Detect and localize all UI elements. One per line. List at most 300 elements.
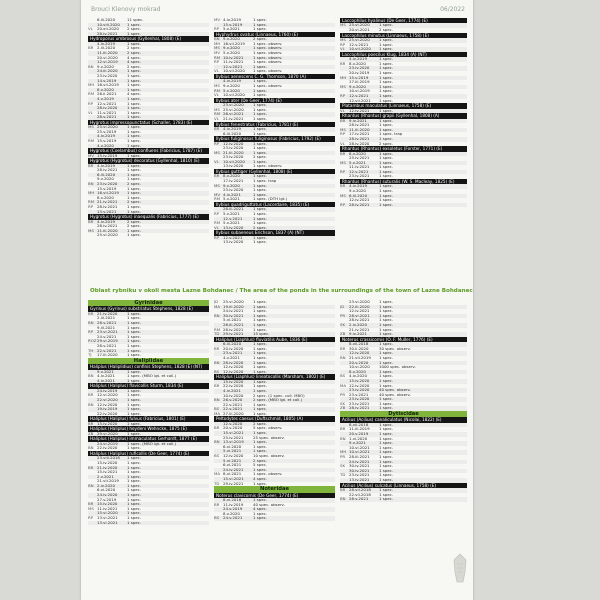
locality-code: RP	[214, 234, 220, 240]
record-date: 11.iv.2021	[223, 59, 244, 65]
specimen-count: 1 spec.	[253, 402, 267, 407]
record-date: 12.v.2021	[223, 215, 243, 221]
specimen-count: 1 spec.	[127, 195, 141, 200]
record-date: 4.iv.2019	[349, 183, 367, 189]
specimen-count: 1 spec.	[379, 432, 393, 437]
record-date: 5.v.2021	[223, 196, 240, 202]
record-date: 10.vi.2020	[349, 364, 370, 370]
record-date: 6.iii.2020	[223, 341, 242, 347]
specimen-count: 1 spec.	[127, 397, 141, 402]
locality-code: BR	[88, 464, 94, 470]
header-left: Brouci Klenovy mokrad	[91, 6, 161, 13]
specimen-count: 1 spec.	[253, 192, 267, 197]
record-row	[340, 497, 467, 502]
locality-code: MS	[340, 126, 346, 132]
species-heading: Noterus clavicornis (De Geer, 1774) (E)	[214, 493, 335, 498]
specimen-count: 1 spec.	[127, 191, 141, 196]
specimen-count: 1 spec.	[127, 334, 141, 339]
specimen-count: 1 spec.	[127, 87, 141, 92]
specimen-count: 1 spec.	[379, 318, 393, 323]
specimen-count: 1 spec.	[253, 107, 267, 112]
specimen-count: 1 spec.	[379, 184, 393, 189]
specimen-count: 1 spec.	[379, 174, 393, 179]
locality-code: BN	[88, 373, 94, 379]
record-date: 13.vi.2021	[97, 519, 118, 525]
locality-code: RP	[88, 100, 94, 106]
record-date: 23.vi.2021	[97, 329, 118, 335]
record-date: 12.iv.2020	[349, 382, 370, 388]
species-heading: Ilybius quadriguttatus (Lacordaire, 1835) (E)	[214, 202, 335, 207]
species-block	[214, 18, 335, 32]
specimen-count: 1 spec.	[127, 311, 141, 316]
record-date: 11.iv.2021	[97, 505, 118, 511]
record-date: 10.vii.2020	[223, 92, 245, 98]
specimen-count: 1 spec.	[379, 169, 393, 174]
specimen-count: 1 spec. (DTH lgt.)	[253, 197, 288, 202]
record-date: 9.v.2020	[349, 188, 366, 194]
record-date: 6.iii.2020	[349, 192, 368, 198]
record-date: 23.iv.2020	[223, 145, 244, 151]
record-date: 21.iv.2020	[97, 464, 118, 470]
record-date: 6.vi.2020	[97, 487, 116, 493]
record-date: 24.iv.2021	[223, 308, 244, 314]
specimen-count: 1 spec.	[253, 304, 267, 309]
specimen-count: 1 spec.	[253, 174, 267, 179]
record-date: 21.iv.2021	[349, 326, 370, 332]
specimen-count: 1 spec.	[253, 431, 267, 436]
locality-code: MA	[214, 410, 221, 416]
family-heading: Haliplidae	[88, 358, 209, 364]
locality-code: BR	[340, 426, 346, 432]
locality-code: SK	[340, 400, 346, 406]
specimen-count: 1 spec.	[379, 89, 393, 94]
record-date: 15.iv.2020	[223, 378, 244, 384]
record-row	[214, 516, 335, 521]
record-date: 2.iv.2020	[97, 482, 115, 488]
specimen-count: 4 spec.	[253, 507, 267, 512]
specimen-count: 1 spec.	[253, 498, 267, 502]
column-4	[88, 300, 209, 600]
record-date: 8.v.2020	[223, 510, 240, 516]
species-heading: Haliplus (Haliplus) immaculatus Gerhardt, 1877 (E)	[88, 436, 209, 441]
locality-code: BR	[214, 501, 220, 507]
specimen-count: 1 spec.	[379, 441, 393, 446]
specimen-count: 1 spec.	[127, 172, 141, 177]
record-date: 12.iv.2020	[223, 140, 244, 146]
record-date: 27.iii.2020	[223, 410, 244, 416]
specimen-count: 1 spec.	[379, 198, 393, 203]
record-date: 30.iv.2021	[223, 312, 244, 318]
record-date: 10.viii.2020	[97, 21, 120, 27]
record-date: 4.v.2021	[223, 354, 240, 360]
record-date: 29.iv.2021	[223, 480, 244, 486]
species-heading: Ilybius fenestratus (Fabricius, 1781) (E)	[214, 122, 335, 127]
species-block	[340, 33, 467, 52]
record-date: 21.iv.2020	[97, 310, 118, 316]
specimen-count: 1 spec.	[379, 468, 393, 473]
record-date: 15.iv.2020	[349, 377, 370, 383]
species-block	[88, 436, 209, 451]
specimen-count: 1 spec.	[379, 42, 393, 47]
record-date: 12.v.2021	[223, 63, 243, 69]
specimen-count: 1 spec.	[127, 460, 141, 465]
record-date: 28.iv.2020	[349, 140, 370, 146]
record-date: 29.vi.2020	[97, 430, 118, 436]
specimen-count: 1 spec.	[253, 351, 267, 356]
specimen-count: 2 spec.	[127, 27, 141, 32]
specimen-count: 1 spec.	[127, 330, 141, 335]
record-date: 28.iii.2021	[349, 454, 370, 460]
record-date: 15.iv.2019	[97, 152, 118, 158]
specimen-count: 4 spec.	[127, 60, 141, 65]
locality-code: RP	[340, 41, 346, 47]
record-date: 12.v.2021	[349, 168, 369, 174]
specimen-count: 1 spec. observ.	[253, 50, 283, 55]
locality-code: MS	[214, 45, 220, 51]
record-date: 13.vi.2019	[223, 439, 244, 445]
specimen-count: 1 spec.	[379, 189, 393, 194]
record-date: 22.iv.2020	[223, 383, 244, 389]
specimen-count: 1 spec.	[379, 118, 393, 123]
specimen-count: 1 spec. observ.	[253, 46, 283, 51]
specimen-count: 2 spec.	[127, 224, 141, 229]
record-date: 23.iv.2021	[349, 173, 370, 179]
locality-code: JD	[340, 303, 345, 309]
record-date: 13.iv.2020	[223, 239, 244, 245]
locality-code: VL	[214, 224, 219, 230]
specimen-count: 1 spec.	[253, 235, 267, 240]
specimen-count: 1 spec.	[253, 388, 267, 393]
species-block	[214, 202, 335, 230]
species-block	[88, 416, 209, 426]
record-date: 9.iii.2021	[97, 324, 116, 330]
record-date: 23.iv.2020	[223, 187, 244, 193]
locality-code: BN	[340, 435, 346, 441]
specimen-count: 40 spec. observ.	[379, 388, 411, 393]
column-3	[340, 18, 467, 286]
specimen-count: 1 spec.	[253, 467, 267, 472]
specimen-count: 10 spec. observ.	[253, 454, 285, 459]
record-date: 10.iv.2020	[223, 392, 244, 398]
record-date: 11.iii.2020	[349, 126, 370, 132]
specimen-count: 1 spec.	[379, 374, 393, 379]
specimen-count: 1 spec.	[253, 369, 267, 374]
specimen-count: 1 spec.	[379, 123, 393, 128]
locality-code: RM	[214, 326, 221, 332]
locality-code: BN	[214, 359, 220, 365]
specimen-count: 1 spec.	[253, 126, 267, 131]
specimen-count: 1 spec.	[253, 407, 267, 412]
species-heading: Haliplus (Haliplus) ruficollis (De Geer, 1774) (E)	[88, 451, 209, 456]
record-row	[340, 28, 467, 33]
locality-code: VL	[214, 68, 219, 74]
header-right: 06/2022	[440, 6, 465, 13]
record-date: 9.v.2021	[97, 368, 114, 374]
species-heading: Hygrotus impressopunctatus (Schaller, 1783) (E)	[88, 120, 209, 125]
specimen-count: 40 spec. observ.	[253, 502, 285, 507]
record-date: 12.iv.2020	[223, 364, 244, 370]
record-date: 23.viii.2018	[97, 455, 120, 461]
record-date: 21.vii.2019	[349, 354, 371, 360]
species-heading: Haliplus (Haliplus) fulvus (Fabricius, 1801) (E)	[88, 416, 209, 421]
record-date: 23.iv.2020	[223, 154, 244, 160]
family-heading: Gyrinidae	[88, 300, 209, 306]
record-date: 4.iv.2019	[223, 18, 241, 22]
record-date: 9.v.2020	[97, 63, 114, 69]
specimen-count: 1 spec.	[379, 136, 393, 141]
record-date: 4.iv.2019	[223, 78, 241, 84]
specimen-count: 1 spec.	[127, 31, 141, 36]
record-date: 23.iv.2021	[349, 472, 370, 478]
record-date: 16.vii.2019	[97, 190, 119, 196]
record-date: 28.iv.2021	[349, 317, 370, 323]
record-row	[88, 521, 209, 526]
specimen-count: 30 spec. observ.	[379, 346, 411, 351]
locality-code: BN	[88, 320, 94, 325]
specimen-count: 1 spec.	[379, 422, 393, 427]
section-title: Oblast rybniku v okoli mesta Lazne Bohdanec / The area of the ponds in the surroundings of the town of Lazne Bohdanec	[90, 288, 473, 294]
locality-code	[340, 478, 349, 483]
locality-code: PR	[340, 312, 346, 318]
locality-code: BR	[88, 420, 94, 426]
specimen-count: 1 spec.	[379, 401, 393, 406]
specimen-count: 1 spec.	[379, 127, 393, 132]
species-heading: Hygrotus (Hygrotus) inaequalis (Fabricius, 1777) (E)	[88, 214, 209, 219]
specimen-count: 1 spec.	[127, 163, 141, 168]
locality-code: MS	[214, 182, 220, 188]
record-date: 11.iv.2021	[349, 164, 370, 170]
locality-code: MH	[88, 190, 95, 196]
specimen-count: 1 spec.	[253, 141, 267, 146]
specimen-count: 1 spec.	[253, 322, 267, 327]
locality-code: MV	[88, 152, 95, 158]
record-date: 19.iv.2019	[97, 406, 118, 412]
specimen-count: 1 spec.	[253, 318, 267, 323]
specimen-count: 1 spec.	[127, 325, 141, 330]
specimen-count: 1 spec.	[253, 116, 267, 121]
locality-code: BR	[214, 173, 220, 179]
record-date: 2.v.2021	[97, 473, 114, 479]
specimen-count: 1 spec.	[379, 309, 393, 314]
locality-code: RP	[214, 26, 220, 32]
record-date: 4.iv.2021	[223, 387, 241, 393]
species-block	[340, 113, 467, 146]
specimen-count: 1 spec.	[253, 221, 267, 226]
record-date: 22.v.2021	[97, 347, 117, 353]
specimen-count: 1 spec.	[127, 110, 141, 115]
specimen-count: 1 spec.	[253, 313, 267, 318]
specimen-count: 1 spec.	[379, 304, 393, 309]
specimen-count: 1 spec.	[379, 322, 393, 327]
species-heading: Hydroporus umbrosus (Gyllenhal, 1808) (E)	[88, 36, 209, 41]
locality-code: MS	[88, 227, 94, 233]
specimen-count: 11 spec.	[127, 18, 144, 22]
record-date: 12.iv.2021	[349, 308, 370, 314]
record-date: 5.v.2020	[223, 87, 240, 93]
locality-code	[214, 240, 223, 245]
specimen-count: 1 spec.	[127, 520, 141, 525]
record-date: 23.v.2021	[349, 391, 369, 397]
record-date: 22.iv.2020	[97, 410, 118, 416]
specimen-count: 1 spec.	[127, 502, 141, 507]
specimen-count: 2 spec.	[253, 225, 267, 230]
record-date: 20.vi.2020	[97, 54, 118, 60]
specimen-count: 1 spec.	[379, 445, 393, 450]
record-date: 30.iv.2021	[349, 467, 370, 473]
species-block	[214, 493, 335, 521]
locality-code: MV	[214, 191, 221, 197]
record-date: 8.vi.2021	[223, 471, 242, 477]
specimen-count: 2 spec.	[127, 46, 141, 51]
species-block	[88, 451, 209, 525]
locality-code: ZB	[88, 430, 94, 436]
record-date: 5.vi.2021	[223, 317, 242, 323]
locality-code: VL	[214, 158, 219, 164]
locality-code: ZB	[340, 331, 346, 337]
specimen-count: 5 spec. observ.	[253, 426, 283, 431]
locality-code: MH	[340, 449, 347, 455]
record-date: 8.vii.2018	[349, 421, 369, 427]
record-date: 5.v.2020	[223, 49, 240, 55]
species-block	[340, 18, 467, 33]
locality-code: VL	[340, 140, 345, 146]
locality-code: RP	[340, 201, 346, 207]
specimen-count: 1 spec.	[253, 346, 267, 351]
record-date: 4.iv.2021	[97, 377, 115, 383]
record-date: 28.iv.2020	[223, 359, 244, 365]
locality-code: BS	[214, 406, 220, 412]
locality-code: BN	[340, 354, 346, 360]
specimen-count: 1 spec.	[379, 464, 393, 469]
locality-code: MA	[214, 471, 221, 477]
specimen-count: 1 spec.	[379, 406, 393, 411]
record-date: 20.v.2019	[349, 431, 369, 437]
record-date: 23.iv.2021	[349, 400, 370, 406]
locality-code: MA	[340, 382, 347, 388]
specimen-count: 1 spec.	[379, 165, 393, 170]
record-date: 8.v.2020	[349, 368, 366, 374]
record-date: 20.v.2020	[349, 359, 369, 365]
specimen-count: 1 spec.	[127, 393, 141, 398]
record-date: 9.v.2020	[223, 82, 240, 88]
specimen-count: 1 spec.	[379, 80, 393, 85]
specimen-count: 1 spec.	[127, 153, 141, 158]
record-date: 15.v.2019	[349, 74, 369, 80]
record-date: 26.v.2020	[223, 397, 243, 403]
specimen-count: 1 spec.	[379, 473, 393, 478]
specimen-count: 1 spec.	[253, 384, 267, 389]
record-date: 12.v.2021	[349, 92, 369, 98]
specimen-count: 1 spec.	[379, 38, 393, 42]
locality-code: RP	[340, 131, 346, 137]
record-date: 2.iii.2021	[97, 315, 116, 321]
locality-code: BR	[340, 60, 346, 66]
record-date: 21.iii.2020	[223, 149, 244, 155]
specimen-count: 1 spec. observ.	[253, 41, 283, 46]
specimen-count: 1 spec. (MBO lgt. et coll.)	[127, 374, 177, 379]
record-date: 2.iv.2020	[349, 321, 367, 327]
record-date: 22.vii.2018	[349, 491, 371, 497]
species-block	[88, 364, 209, 383]
record-row	[214, 117, 335, 122]
record-date: 24.iv.2020	[97, 492, 118, 498]
species-block	[214, 300, 335, 337]
record-date: 28.iv.2021	[349, 122, 370, 128]
specimen-count: 1 spec.	[253, 355, 267, 360]
species-heading: Rhantus (Rhantus) suturalis (W. S. Macleay, 1825) (E)	[340, 179, 467, 184]
locality-code: BR	[214, 125, 220, 131]
record-date: 23.v.2021	[223, 350, 243, 356]
record-date: 11.iii.2019	[349, 426, 370, 432]
specimen-count: 1 spec.	[379, 193, 393, 198]
locality-code: SK	[340, 321, 346, 327]
specimen-count: 2 spec.	[253, 458, 267, 463]
specimen-count: 1 spec.	[127, 73, 141, 78]
specimen-count: 1 spec.	[379, 313, 393, 318]
record-date: 28.vi.2021	[349, 312, 370, 318]
specimen-count: 1 spec.	[127, 348, 141, 353]
locality-code: BN	[214, 312, 220, 318]
record-date: 24.v.2021	[97, 333, 117, 339]
locality-code: ROZ	[88, 338, 97, 344]
specimen-count: 1 spec.	[253, 379, 267, 384]
locality-code: RM	[214, 87, 221, 93]
locality-code: BR	[214, 383, 220, 389]
species-heading: Hygrotus (Hygrotus) decoratus (Gyllenhal, 1810) (E)	[88, 158, 209, 163]
locality-code: BR	[214, 345, 220, 351]
record-date: 22.vi.2020	[97, 396, 118, 402]
specimen-count: 1 spec.	[127, 125, 141, 130]
document-page	[81, 0, 473, 600]
species-heading: Hygrotus (Coelambus) confluens (Fabricius, 1787) (E)	[88, 148, 209, 153]
specimen-count: 1 spec.	[253, 150, 267, 155]
record-date: 28.iv.2021	[97, 167, 118, 173]
specimen-count: 1 spec.	[127, 106, 141, 111]
species-heading: Platambus maculatus (Linnaeus, 1758) (E)	[340, 103, 467, 108]
record-date: 15.iv.2020	[97, 501, 118, 507]
specimen-count: 2 spec.	[127, 219, 141, 224]
record-date: 11.iv.2019	[223, 501, 244, 507]
species-block	[88, 383, 209, 416]
record-date: 24.v.2021	[223, 515, 243, 521]
record-date: 4.iv.2020	[349, 373, 367, 379]
specimen-count: 1 spec.	[127, 511, 141, 516]
record-date: 10.vii.2020	[349, 46, 371, 52]
species-block	[340, 146, 467, 179]
record-date: 21.iv.2021	[97, 199, 118, 205]
specimen-count: 1 spec.	[253, 183, 267, 188]
specimen-count: 1 spec.	[253, 18, 267, 22]
locality-code: MS	[340, 192, 346, 198]
record-date: 23.vi.2020	[223, 102, 244, 108]
locality-code: MH	[340, 74, 347, 80]
specimen-count: 1 spec.	[379, 160, 393, 165]
species-block	[88, 148, 209, 158]
locality-code: VL	[340, 46, 345, 52]
specimen-count: 1 spec. observ.	[253, 69, 283, 74]
record-date: 25.vi.2020	[223, 300, 244, 304]
locality-code: MS	[340, 159, 346, 165]
species-heading: Rhantus (Rhantus) exsoletus (Forster, 1771) (E)	[340, 146, 467, 151]
record-date: 17.iii.2019	[349, 79, 370, 85]
record-date: 20.iv.2019	[349, 69, 370, 75]
specimen-count: 1 spec.	[379, 156, 393, 161]
record-date: 11.iii.2020	[97, 227, 118, 233]
record-date: 10.vii.2020	[223, 158, 245, 164]
specimen-count: 2 spec.	[127, 50, 141, 55]
specimen-count: 1 spec.	[253, 27, 267, 32]
specimen-count: 1 spec.	[379, 355, 393, 360]
